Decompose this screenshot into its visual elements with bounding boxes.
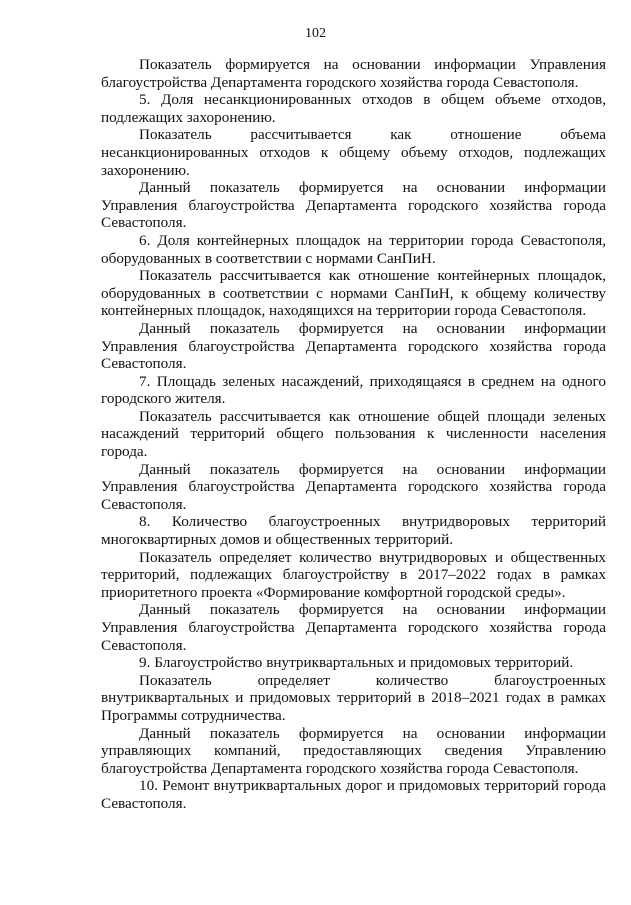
paragraph-10: Данный показатель формируется на основании информации Управления благоустройства Департамента городского хозяйства города Севастополя. <box>101 460 606 513</box>
paragraph-14: 9. Благоустройство внутриквартальных и придомовых территорий. <box>139 654 574 672</box>
paragraph-12: Показатель определяет количество внутридворовых и общественных территорий, подлежащих благоустройству в 2017–2022 годах в рамках приоритетного проекта «Формирование комфортной городской среды». <box>101 548 606 601</box>
paragraph-9: Показатель рассчитывается как отношение общей площади зеленых насаждений территорий общего пользования к численности населения города. <box>101 407 606 461</box>
paragraph-15: Показатель определяет количество благоустроенных внутриквартальных и придомовых территорий в 2018–2021 годах в рамках Программы сотрудничества. <box>101 671 606 724</box>
paragraph-8: 7. Площадь зеленых насаждений, приходящаяся в среднем на одного городского жителя. <box>101 372 606 408</box>
document-body <box>101 56 606 813</box>
paragraph-2: 5. Доля несанкционированных отходов в общем объеме отходов, подлежащих захоронению. <box>101 91 606 126</box>
paragraph-13: Данный показатель формируется на основании информации Управления благоустройства Департамента городского хозяйства города Севастополя. <box>101 601 606 654</box>
paragraph-17: 10. Ремонт внутриквартальных дорог и придомовых территорий города Севастополя. <box>101 777 606 812</box>
paragraph-16: Данный показатель формируется на основании информации управляющих компаний, предоставляющих сведения Управлению благоустройства Департамента городского хозяйства города Севастополя. <box>101 724 606 777</box>
paragraph-1: Показатель формируется на основании информации Управления благоустройства Департамента городского хозяйства города Севастополя. <box>101 56 606 91</box>
paragraph-3: Показатель рассчитывается как отношение объема несанкционированных отходов к общему объему отходов, подлежащих захоронению. <box>101 126 606 179</box>
paragraph-4: Данный показатель формируется на основании информации Управления благоустройства Департамента городского хозяйства города Севастополя. <box>101 179 606 232</box>
page-number: 102 <box>305 26 326 41</box>
paragraph-6: Показатель рассчитывается как отношение контейнерных площадок, оборудованных в соответствии с нормами СанПиН, к общему количеству контейнерных площадок, находящихся на территории города Севастополя. <box>101 267 606 320</box>
paragraph-7: Данный показатель формируется на основании информации Управления благоустройства Департамента городского хозяйства города Севастополя. <box>101 319 606 373</box>
paragraph-5: 6. Доля контейнерных площадок на территории города Севастополя, оборудованных в соответствии с нормами СанПиН. <box>101 231 606 267</box>
paragraph-11: 8. Количество благоустроенных внутридворовых территорий многоквартирных домов и общественных территорий. <box>101 513 606 549</box>
